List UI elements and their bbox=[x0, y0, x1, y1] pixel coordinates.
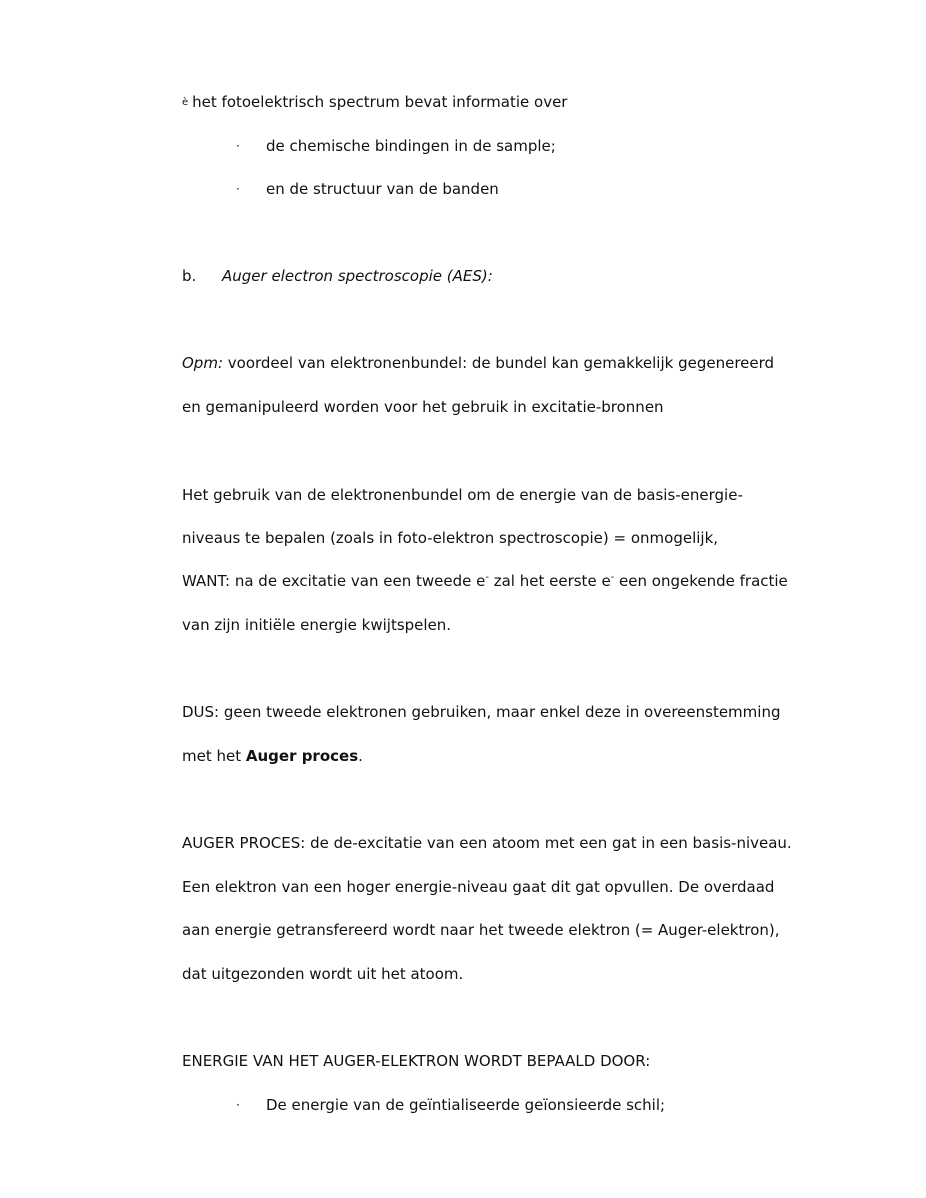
section-b-title: Auger electron spectroscopie (AES): bbox=[222, 267, 493, 285]
bullet-dot-icon: · bbox=[236, 1098, 240, 1112]
arrow-icon: è bbox=[182, 97, 189, 108]
bullet-dot-icon: · bbox=[236, 182, 240, 196]
opm-label: Opm: bbox=[182, 354, 223, 372]
paragraph1-line-1: Het gebruik van de elektronenbundel om de energie van de basis-energie- bbox=[182, 486, 743, 504]
section-b-label: b. bbox=[182, 267, 197, 285]
intro-bullet-2: en de structuur van de banden bbox=[266, 180, 499, 198]
intro-bullet-1: de chemische bindingen in de sample; bbox=[266, 137, 556, 155]
paragraph2-line-2 bbox=[182, 746, 363, 766]
opm-line-2: en gemanipuleerd worden voor het gebruik in excitatie-bronnen bbox=[182, 398, 664, 416]
energy-bullet-1: De energie van de geïntialiseerde geïonsieerde schil; bbox=[266, 1096, 666, 1114]
paragraph3-line-1: AUGER PROCES: de de-excitatie van een atoom met een gat in een basis-niveau. bbox=[182, 834, 792, 852]
electron-superscript: - bbox=[485, 572, 489, 583]
paragraph2-line-1: DUS: geen tweede elektronen gebruiken, maar enkel deze in overeenstemming bbox=[182, 703, 781, 721]
electron-superscript: - bbox=[610, 572, 615, 583]
paragraph3-line-3: aan energie getransfereerd wordt naar het tweede elektron (= Auger-elektron), bbox=[182, 921, 780, 939]
paragraph3-line-2: Een elektron van een hoger energie-niveau gaat dit gat opvullen. De overdaad bbox=[182, 878, 775, 896]
bullet-dot-icon: · bbox=[236, 139, 240, 153]
paragraph2-prefix: met het bbox=[182, 747, 246, 765]
paragraph1-line-3-a: WANT: na de excitatie van een tweede e bbox=[182, 572, 486, 590]
paragraph1-line-3-b: zal het eerste e bbox=[488, 572, 611, 590]
intro-line bbox=[182, 92, 567, 113]
opm-line-1 bbox=[182, 353, 774, 373]
paragraph1-line-3 bbox=[182, 571, 788, 591]
auger-proces-term: Auger proces bbox=[245, 747, 359, 765]
paragraph2-suffix: . bbox=[358, 747, 363, 765]
paragraph3-line-4: dat uitgezonden wordt uit het atoom. bbox=[182, 965, 464, 983]
intro-text: het fotoelektrisch spectrum bevat informatie over bbox=[192, 93, 568, 111]
energy-heading: ENERGIE VAN HET AUGER-ELEKTRON WORDT BEPAALD DOOR: bbox=[182, 1052, 651, 1070]
paragraph1-line-4: van zijn initiële energie kwijtspelen. bbox=[182, 616, 452, 634]
paragraph1-line-2: niveaus te bepalen (zoals in foto-elektron spectroscopie) = onmogelijk, bbox=[182, 529, 719, 547]
paragraph1-line-3-c: een ongekende fractie bbox=[614, 572, 788, 590]
opm-text-1: voordeel van elektronenbundel: de bundel kan gemakkelijk gegenereerd bbox=[223, 354, 775, 372]
